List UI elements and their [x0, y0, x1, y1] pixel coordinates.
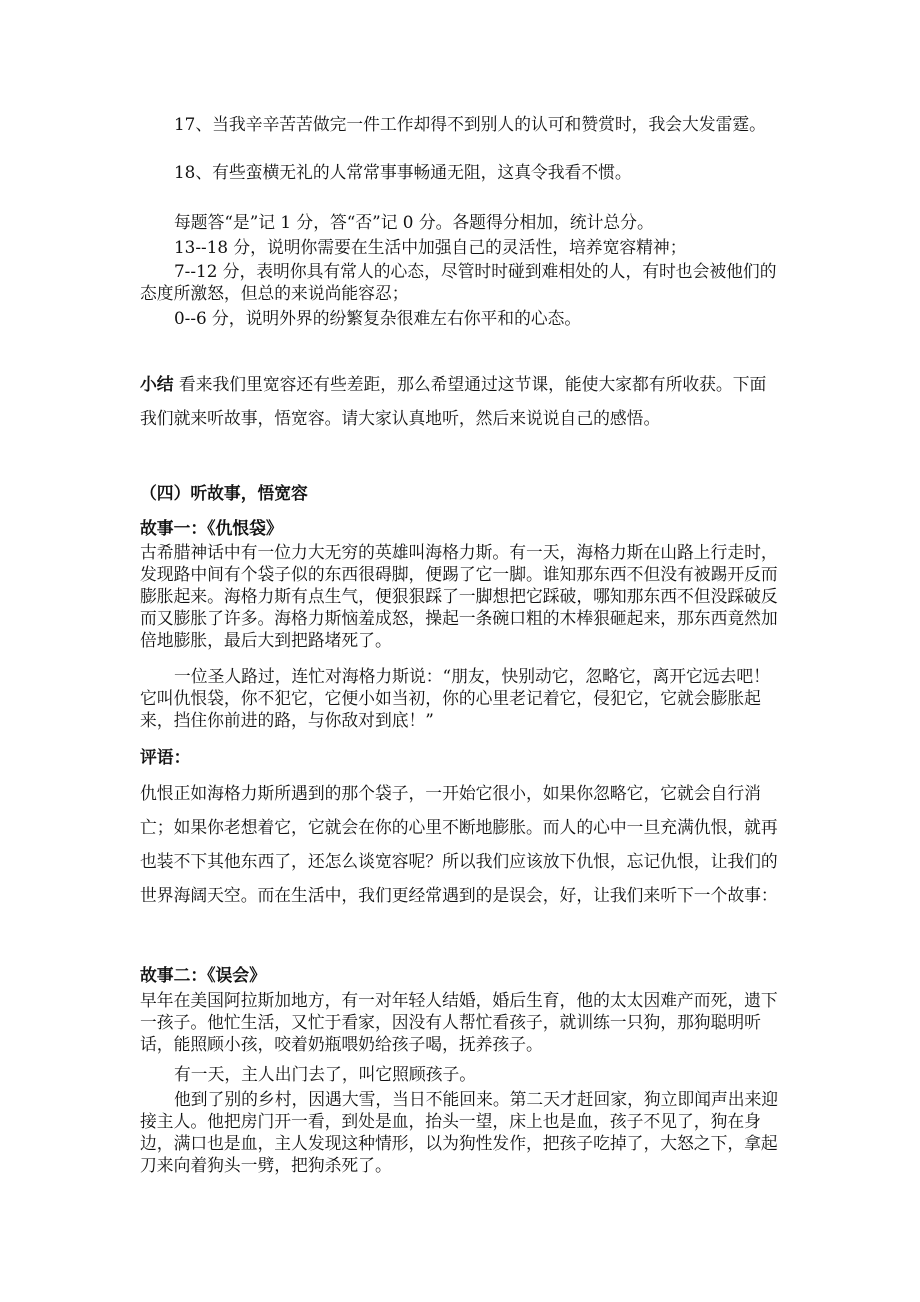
- quiz-item-17: 17、当我辛辛苦苦做完一件工作却得不到别人的认可和赞赏时，我会大发雷霆。: [174, 114, 766, 134]
- story2-title: 故事二：《误会》: [140, 965, 266, 985]
- scoring-range-high: 13--18 分，说明你需要在生活中加强自己的灵活性，培养宽容精神；: [174, 237, 687, 257]
- story1-title: 故事一：《仇恨袋》: [140, 518, 283, 538]
- scoring-rule: 每题答“是”记 1 分，答“否”记 0 分。各题得分相加，统计总分。: [174, 212, 654, 232]
- story2-paragraph-3: 他到了别的乡村，因遇大雪，当日不能回来。第二天才赶回家，狗立即闻声出来迎接主人。他把房门开一看，到处是血，抬头一望，床上也是血，孩子不见了，狗在身边，满口也是血，主人发现这种情形，以为狗性发作，把孩子吃掉了，大怒之下，拿起刀来向着狗头一劈，把狗杀死了。: [140, 1089, 779, 1175]
- section-heading: （四）听故事，悟宽容: [140, 483, 308, 503]
- story1-paragraph-2: 一位圣人路过，连忙对海格力斯说：“朋友，快别动它，忽略它，离开它远去吧！它叫仇恨袋，你不犯它，它便小如当初，你的心里老记着它，侵犯它，它就会膨胀起来，挡住你前进的路，与你敌对到底！”: [140, 666, 770, 730]
- scoring-range-low: 0--6 分，说明外界的纷繁复杂很难左右你平和的心态。: [174, 308, 582, 328]
- summary-paragraph: [140, 367, 780, 435]
- comment-paragraph: 仇恨正如海格力斯所遇到的那个袋子，一开始它很小，如果你忽略它，它就会自行消亡；如果你老想着它，它就会在你的心里不断地膨胀。而人的心中一旦充满仇恨，就再也装不下其他东西了，还怎么谈宽容呢？所以我们应该放下仇恨，忘记仇恨，让我们的世界海阔天空。而在生活中，我们更经常遇到的是误会，好，让我们来听下一个故事：: [140, 783, 778, 905]
- story1-paragraph-1: 古希腊神话中有一位力大无穷的英雄叫海格力斯。有一天，海格力斯在山路上行走时，发现路中间有个袋子似的东西很碍脚，便踢了它一脚。谁知那东西不但没有被踢开反而膨胀起来。海格力斯有点生气，便狠狠踩了一脚想把它踩破，哪知那东西不但没踩破反而又膨胀了许多。海格力斯恼羞成怒，操起一条碗口粗的木棒狠砸起来，那东西竟然加倍地膨胀，最后大到把路堵死了。: [140, 542, 778, 650]
- quiz-item-18: 18、有些蛮横无礼的人常常事事畅通无阻，这真令我看不惯。: [174, 162, 632, 182]
- summary-text: 看来我们里宽容还有些差距，那么希望通过这节课，能使大家都有所收获。下面我们就来听故事，悟宽容。请大家认真地听，然后来说说自己的感悟。: [140, 374, 767, 428]
- story2-paragraph-2: 有一天，主人出门去了，叫它照顾孩子。: [174, 1064, 477, 1084]
- scoring-range-mid: 7--12 分，表明你具有常人的心态，尽管时时碰到难相处的人，有时也会被他们的态度所激怒，但总的来说尚能容忍；: [140, 261, 777, 303]
- story2-paragraph-1: 早年在美国阿拉斯加地方，有一对年轻人结婚，婚后生育，他的太太因难产而死，遗下一孩子。他忙生活，又忙于看家，因没有人帮忙看孩子，就训练一只狗，那狗聪明听话，能照顾小孩，咬着奶瓶喂奶给孩子喝，抚养孩子。: [140, 990, 778, 1054]
- summary-label: 小结: [140, 374, 174, 394]
- comment-label: 评语：: [140, 747, 191, 767]
